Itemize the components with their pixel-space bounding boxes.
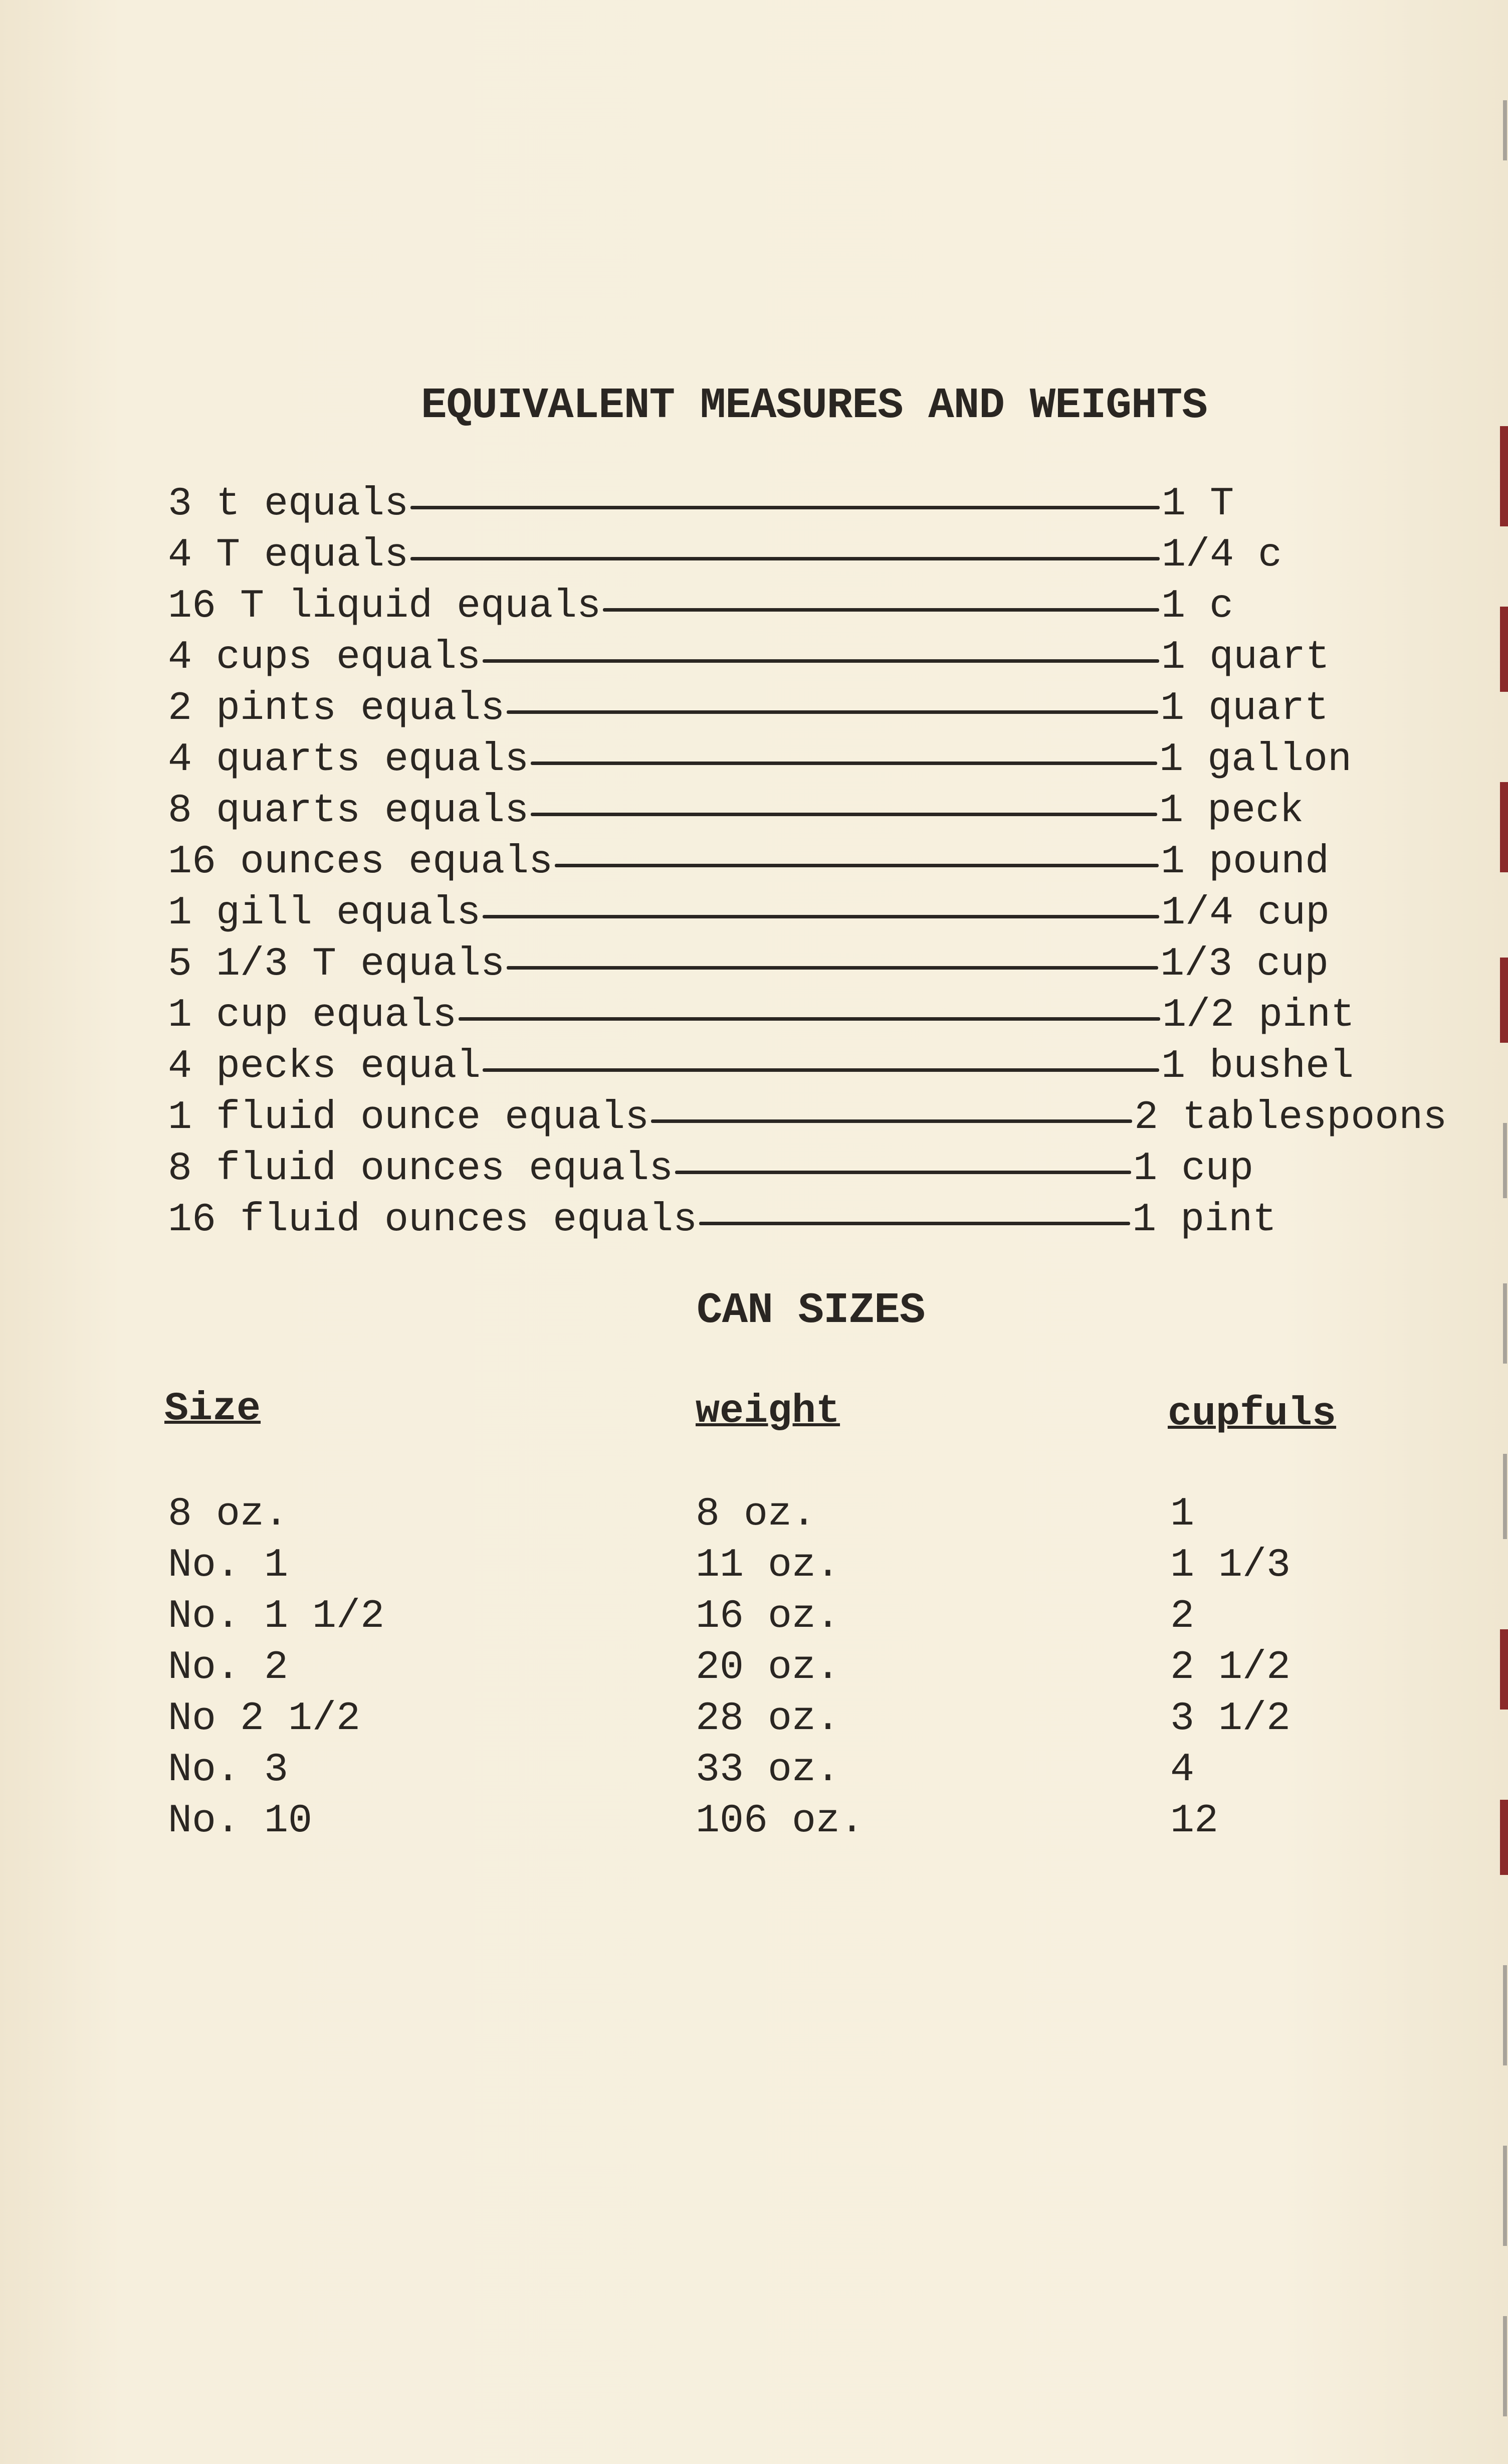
- measure-row: [168, 786, 1304, 836]
- binder-ring: [1503, 2316, 1507, 2416]
- measure-lhs: 4 T equals: [168, 532, 409, 578]
- measure-rhs: 1 pound: [1161, 839, 1330, 885]
- measure-rhs: 1/3 cup: [1160, 941, 1329, 987]
- cell-cupfuls: 12: [1170, 1798, 1219, 1844]
- binder-ring: [1503, 1454, 1507, 1539]
- measure-lhs: 5 1/3 T equals: [168, 941, 505, 987]
- column-header-weight: weight: [696, 1389, 840, 1434]
- measure-row: [168, 632, 1330, 682]
- leader-line: [410, 506, 1160, 509]
- binder-ring: [1503, 1283, 1507, 1364]
- leader-line: [410, 557, 1160, 560]
- cell-size: 8 oz.: [168, 1491, 289, 1537]
- leader-line: [603, 608, 1159, 612]
- binder-tab: [1500, 1629, 1508, 1710]
- cell-size: No. 1: [168, 1543, 289, 1588]
- cell-weight: 20 oz.: [696, 1645, 840, 1690]
- leader-line: [531, 813, 1157, 816]
- measure-lhs: 8 fluid ounces equals: [168, 1146, 674, 1192]
- measure-row: [168, 837, 1329, 887]
- leader-line: [507, 710, 1158, 714]
- measure-rhs: 1 T: [1162, 481, 1234, 527]
- measure-rhs: 2 tablespoons: [1134, 1094, 1447, 1141]
- cell-weight: 8 oz.: [696, 1491, 816, 1537]
- binder-tab: [1500, 782, 1508, 872]
- binder-tab: [1500, 426, 1508, 526]
- cell-size: No. 2: [168, 1645, 289, 1690]
- leader-line: [483, 659, 1159, 663]
- measure-lhs: 2 pints equals: [168, 685, 505, 731]
- measure-lhs: 16 fluid ounces equals: [168, 1197, 698, 1243]
- leader-line: [483, 915, 1159, 918]
- leader-line: [651, 1119, 1132, 1123]
- binder-tab: [1500, 607, 1508, 692]
- page-title: EQUIVALENT MEASURES AND WEIGHTS: [421, 381, 1207, 430]
- cell-cupfuls: 2: [1170, 1594, 1195, 1639]
- measure-lhs: 8 quarts equals: [168, 788, 529, 834]
- measure-lhs: 1 cup equals: [168, 992, 457, 1038]
- cell-cupfuls: 4: [1170, 1747, 1195, 1793]
- cell-weight: 11 oz.: [696, 1543, 840, 1588]
- measure-row: [168, 1092, 1447, 1143]
- measure-rhs: 1 quart: [1160, 685, 1329, 731]
- cell-size: No 2 1/2: [168, 1696, 361, 1742]
- leader-line: [531, 762, 1157, 765]
- measure-rhs: 1 gallon: [1159, 736, 1352, 783]
- measure-lhs: 1 gill equals: [168, 890, 481, 936]
- measure-row: [168, 581, 1233, 631]
- leader-line: [483, 1068, 1159, 1072]
- leader-line: [459, 1017, 1160, 1021]
- binder-ring: [1503, 1123, 1507, 1198]
- measure-rhs: 1/2 pint: [1162, 992, 1355, 1038]
- measure-row: [168, 1144, 1253, 1194]
- measure-rhs: 1 pint: [1132, 1197, 1277, 1243]
- leader-line: [699, 1222, 1130, 1225]
- binder-tab: [1500, 1800, 1508, 1875]
- measure-row: [168, 990, 1355, 1040]
- cell-cupfuls: 1 1/3: [1170, 1543, 1291, 1588]
- cell-weight: 28 oz.: [696, 1696, 840, 1742]
- measure-lhs: 16 ounces equals: [168, 839, 553, 885]
- binder-ring: [1503, 100, 1507, 160]
- measure-lhs: 1 fluid ounce equals: [168, 1094, 650, 1141]
- measure-rhs: 1 c: [1161, 583, 1234, 629]
- cell-weight: 16 oz.: [696, 1594, 840, 1639]
- measure-row: [168, 530, 1282, 580]
- column-header-size: Size: [164, 1386, 261, 1432]
- measure-row: [168, 1041, 1354, 1091]
- leader-line: [507, 966, 1158, 970]
- cell-weight: 106 oz.: [696, 1798, 865, 1844]
- measure-row: [168, 888, 1330, 938]
- measure-lhs: 4 pecks equal: [168, 1043, 481, 1089]
- measure-rhs: 1 peck: [1159, 788, 1304, 834]
- measure-lhs: 16 T liquid equals: [168, 583, 601, 629]
- measure-row: [168, 939, 1329, 989]
- measure-rhs: 1/4 cup: [1161, 890, 1330, 936]
- cell-size: No. 3: [168, 1747, 289, 1793]
- column-header-cupfuls: cupfuls: [1168, 1391, 1337, 1437]
- measure-rhs: 1 bushel: [1161, 1043, 1354, 1089]
- cell-cupfuls: 2 1/2: [1170, 1645, 1291, 1690]
- cell-weight: 33 oz.: [696, 1747, 840, 1793]
- measure-lhs: 4 cups equals: [168, 634, 481, 680]
- measure-lhs: 4 quarts equals: [168, 736, 529, 783]
- measure-rhs: 1 quart: [1161, 634, 1330, 680]
- measure-rhs: 1/4 c: [1162, 532, 1282, 578]
- measure-row: [168, 734, 1352, 785]
- measure-row: [168, 479, 1234, 529]
- measure-row: [168, 683, 1329, 733]
- leader-line: [675, 1171, 1131, 1174]
- leader-line: [555, 864, 1159, 867]
- measure-row: [168, 1195, 1276, 1245]
- measure-lhs: 3 t equals: [168, 481, 409, 527]
- binder-tab: [1500, 958, 1508, 1043]
- cell-size: No. 10: [168, 1798, 313, 1844]
- can-sizes-title: CAN SIZES: [697, 1286, 925, 1335]
- cell-size: No. 1 1/2: [168, 1594, 385, 1639]
- cell-cupfuls: 1: [1170, 1491, 1195, 1537]
- cell-cupfuls: 3 1/2: [1170, 1696, 1291, 1742]
- measure-rhs: 1 cup: [1133, 1146, 1254, 1192]
- binder-ring: [1503, 2146, 1507, 2246]
- binder-ring: [1503, 1965, 1507, 2065]
